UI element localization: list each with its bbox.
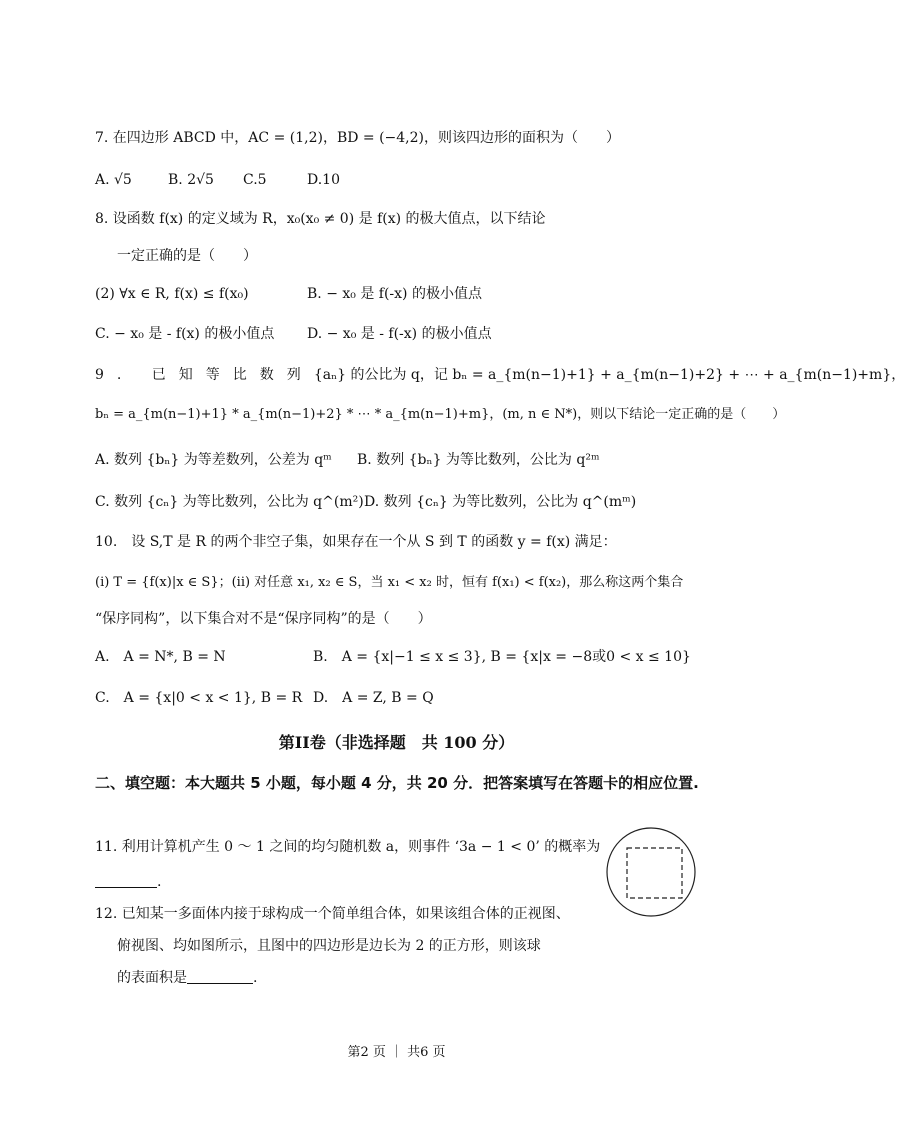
q12-tail: .: [253, 970, 258, 986]
q10-stem-line3: “保序同构”，以下集合对不是“保序同构”的是（ ）: [95, 611, 432, 627]
q12-stem-line2: 俯视图、均如图所示，且图中的四边形是边长为 2 的正方形，则该球: [117, 938, 541, 954]
q9-stem-line1-part-b: {aₙ} 的公比为 q，: [313, 367, 434, 383]
q9-option-c: C. 数列 {cₙ} 为等比数列，公比为 q^(m²): [95, 494, 364, 510]
q9-option-d: D. 数列 {cₙ} 为等比数列，公比为 q^(mᵐ): [364, 494, 637, 510]
q8-option-c: C. − x₀ 是 - f(x) 的极小值点: [95, 326, 275, 342]
q10-option-d: D. A = Z, B = Q: [313, 690, 434, 706]
q11-answer-line: [95, 873, 161, 891]
three-view-figure: [605, 826, 697, 918]
q10-stem-line2: (i) T = {f(x)|x ∈ S}；(ii) 对任意 x₁, x₂ ∈ S，当 x₁ < x₂ 时，恒有 f(x₁) < f(x₂)，那么称这两个集合: [95, 575, 684, 590]
q9-option-b: B. 数列 {bₙ} 为等比数列，公比为 q²ᵐ: [357, 452, 600, 468]
q8-option-a: (2) ∀x ∈ R, f(x) ≤ f(x₀): [95, 286, 249, 302]
q11-tail: .: [157, 874, 162, 890]
q7-option-d: D.10: [307, 172, 340, 188]
q8-stem-line2: 一定正确的是（ ）: [117, 248, 257, 264]
q9-stem-line1-part-c: 记 bₙ = a_{m(n−1)+1} + a_{m(n−1)+2} + ⋯ + a_{m(n−1)+m}，: [433, 367, 905, 383]
q7-option-a: A. √5: [95, 172, 132, 188]
q7-option-c: C.5: [243, 172, 267, 188]
q11-answer-blank: [95, 873, 157, 888]
q8-option-d: D. − x₀ 是 - f(-x) 的极小值点: [307, 326, 492, 342]
q10-option-b: B. A = {x|−1 ≤ x ≤ 3}, B = {x|x = −8或0 < x ≤ 10}: [313, 649, 691, 665]
q10-option-c: C. A = {x|0 < x < 1}, B = R: [95, 690, 303, 706]
q9-stem-line1-part-a: 9. 已知等比数列: [95, 367, 314, 383]
page-footer: 第2 页 ｜ 共6 页: [347, 1045, 446, 1060]
section-title: 第II卷（非选择题 共 100 分）: [278, 733, 515, 752]
q9-stem-line1: [95, 366, 905, 384]
sphere-outline: [607, 828, 695, 916]
q10-stem-line1: 10. 设 S,T 是 R 的两个非空子集，如果存在一个从 S 到 T 的函数 y = f(x) 满足：: [95, 534, 617, 550]
q7-stem: 7. 在四边形 ABCD 中，AC = (1,2)，BD = (−4,2)，则该四边形的面积为（ ）: [95, 130, 621, 146]
q8-option-b: B. − x₀ 是 f(-x) 的极小值点: [307, 286, 482, 302]
q10-option-a: A. A = N*, B = N: [95, 649, 226, 665]
q8-stem-line1: 8. 设函数 f(x) 的定义域为 R，x₀(x₀ ≠ 0) 是 f(x) 的极大值点，以下结论: [95, 211, 546, 227]
q7-option-b: B. 2√5: [168, 172, 214, 188]
q12-stem-line1: 12. 已知某一多面体内接于球构成一个简单组合体，如果该组合体的正视图、: [95, 906, 570, 922]
q11-stem: 11. 利用计算机产生 0 ～ 1 之间的均匀随机数 a，则事件 ‘3a − 1 < 0’ 的概率为: [95, 839, 601, 855]
section-heading: 二、填空题：本大题共 5 小题，每小题 4 分，共 20 分．把答案填写在答题卡的相应位置.: [95, 774, 699, 792]
inscribed-square: [627, 848, 682, 898]
q12-stem-line3: 的表面积是: [117, 970, 187, 986]
q9-stem-line2: bₙ = a_{m(n−1)+1} * a_{m(n−1)+2} * ⋯ * a_{m(n−1)+m}，(m, n ∈ N*)，则以下结论一定正确的是（ ）: [95, 407, 786, 422]
q9-option-a: A. 数列 {bₙ} 为等差数列，公差为 qᵐ: [95, 452, 332, 468]
q12-answer-blank: [187, 969, 253, 984]
q12-stem-line3-row: [117, 969, 257, 987]
